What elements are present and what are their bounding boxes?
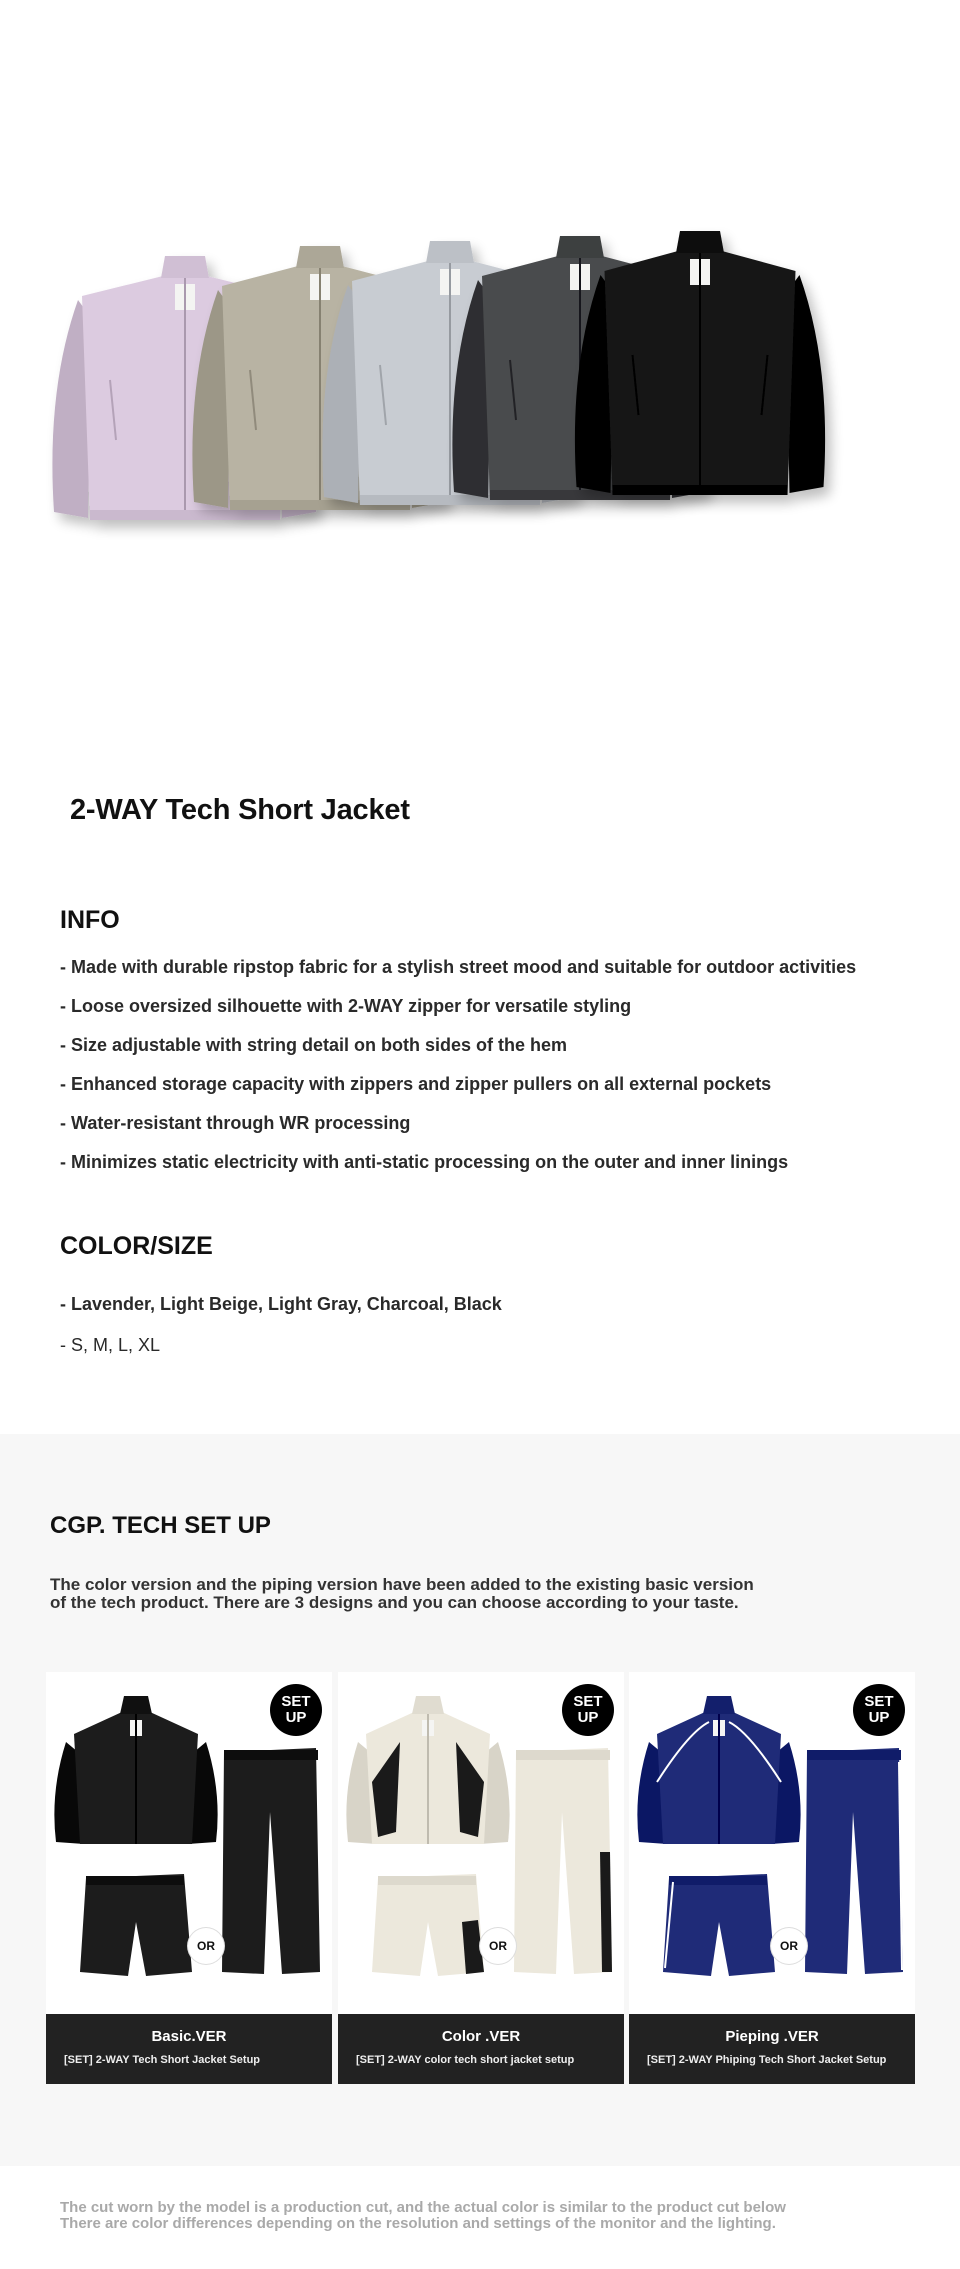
set-shorts bbox=[80, 1874, 192, 1976]
card-footer bbox=[629, 2014, 915, 2084]
setup-card-basic[interactable] bbox=[46, 1672, 332, 2084]
info-item: - Size adjustable with string detail on both sides of the hem bbox=[60, 1035, 568, 1055]
set-up-badge: SET UP bbox=[562, 1684, 614, 1736]
color-size-list bbox=[60, 1292, 502, 1374]
info-item: - Enhanced storage capacity with zippers and zipper pullers on all external pockets bbox=[60, 1074, 772, 1094]
set-pants bbox=[805, 1748, 903, 1974]
disclaimer bbox=[60, 2200, 920, 2232]
setup-heading: CGP. TECH SET UP bbox=[50, 1512, 271, 1539]
set-shorts bbox=[663, 1874, 775, 1976]
info-item: - Made with durable ripstop fabric for a stylish street mood and suitable for outdoor activities bbox=[60, 957, 857, 977]
set-jacket bbox=[346, 1696, 509, 1844]
setup-card-piping[interactable] bbox=[629, 1672, 915, 2084]
set-shorts bbox=[372, 1874, 484, 1976]
setup-description-line: of the tech product. There are 3 designs and you can choose according to your taste. bbox=[50, 1593, 739, 1612]
setup-description bbox=[50, 1576, 870, 1612]
card-name: Pieping .VER bbox=[725, 2028, 819, 2045]
card-subtitle: [SET] 2-WAY Phiping Tech Short Jacket Setup bbox=[647, 2054, 887, 2066]
disclaimer-line: The cut worn by the model is a production cut, and the actual color is similar to the product cut below bbox=[60, 2199, 786, 2216]
set-up-badge: SET UP bbox=[270, 1684, 322, 1736]
card-name: Basic.VER bbox=[151, 2028, 227, 2045]
setup-section bbox=[0, 1434, 960, 2166]
product-title: 2-WAY Tech Short Jacket bbox=[70, 794, 410, 826]
or-badge: OR bbox=[480, 1928, 516, 1964]
five-jackets-lineup bbox=[0, 0, 960, 720]
or-badge: OR bbox=[188, 1928, 224, 1964]
card-footer bbox=[46, 2014, 332, 2084]
card-name: Color .VER bbox=[441, 2028, 521, 2045]
card-subtitle: [SET] 2-WAY Tech Short Jacket Setup bbox=[64, 2054, 261, 2066]
set-jacket bbox=[54, 1696, 217, 1844]
size-options: - S, M, L, XL bbox=[60, 1335, 161, 1355]
card-footer bbox=[338, 2014, 624, 2084]
set-up-badge: SET UP bbox=[853, 1684, 905, 1736]
info-item: - Water-resistant through WR processing bbox=[60, 1113, 411, 1133]
info-heading: INFO bbox=[60, 906, 120, 934]
card-subtitle: [SET] 2-WAY color tech short jacket setup bbox=[356, 2054, 575, 2066]
color-options: - Lavender, Light Beige, Light Gray, Charcoal, Black bbox=[60, 1294, 502, 1314]
set-jacket bbox=[637, 1696, 800, 1844]
set-pants bbox=[514, 1748, 612, 1974]
info-item: - Loose oversized silhouette with 2-WAY zipper for versatile styling bbox=[60, 996, 632, 1016]
setup-cards bbox=[46, 1672, 915, 2084]
color-size-heading: COLOR/SIZE bbox=[60, 1232, 213, 1260]
info-list bbox=[60, 955, 920, 1189]
jacket-4 bbox=[575, 231, 825, 495]
disclaimer-line: There are color differences depending on the resolution and settings of the monitor and the lighting. bbox=[60, 2215, 776, 2232]
or-badge: OR bbox=[771, 1928, 807, 1964]
setup-description-line: The color version and the piping version have been added to the existing basic version bbox=[50, 1575, 754, 1594]
set-pants bbox=[222, 1748, 320, 1974]
info-item: - Minimizes static electricity with anti-static processing on the outer and inner linings bbox=[60, 1152, 789, 1172]
hero-image bbox=[0, 0, 960, 720]
setup-card-color[interactable] bbox=[338, 1672, 624, 2084]
